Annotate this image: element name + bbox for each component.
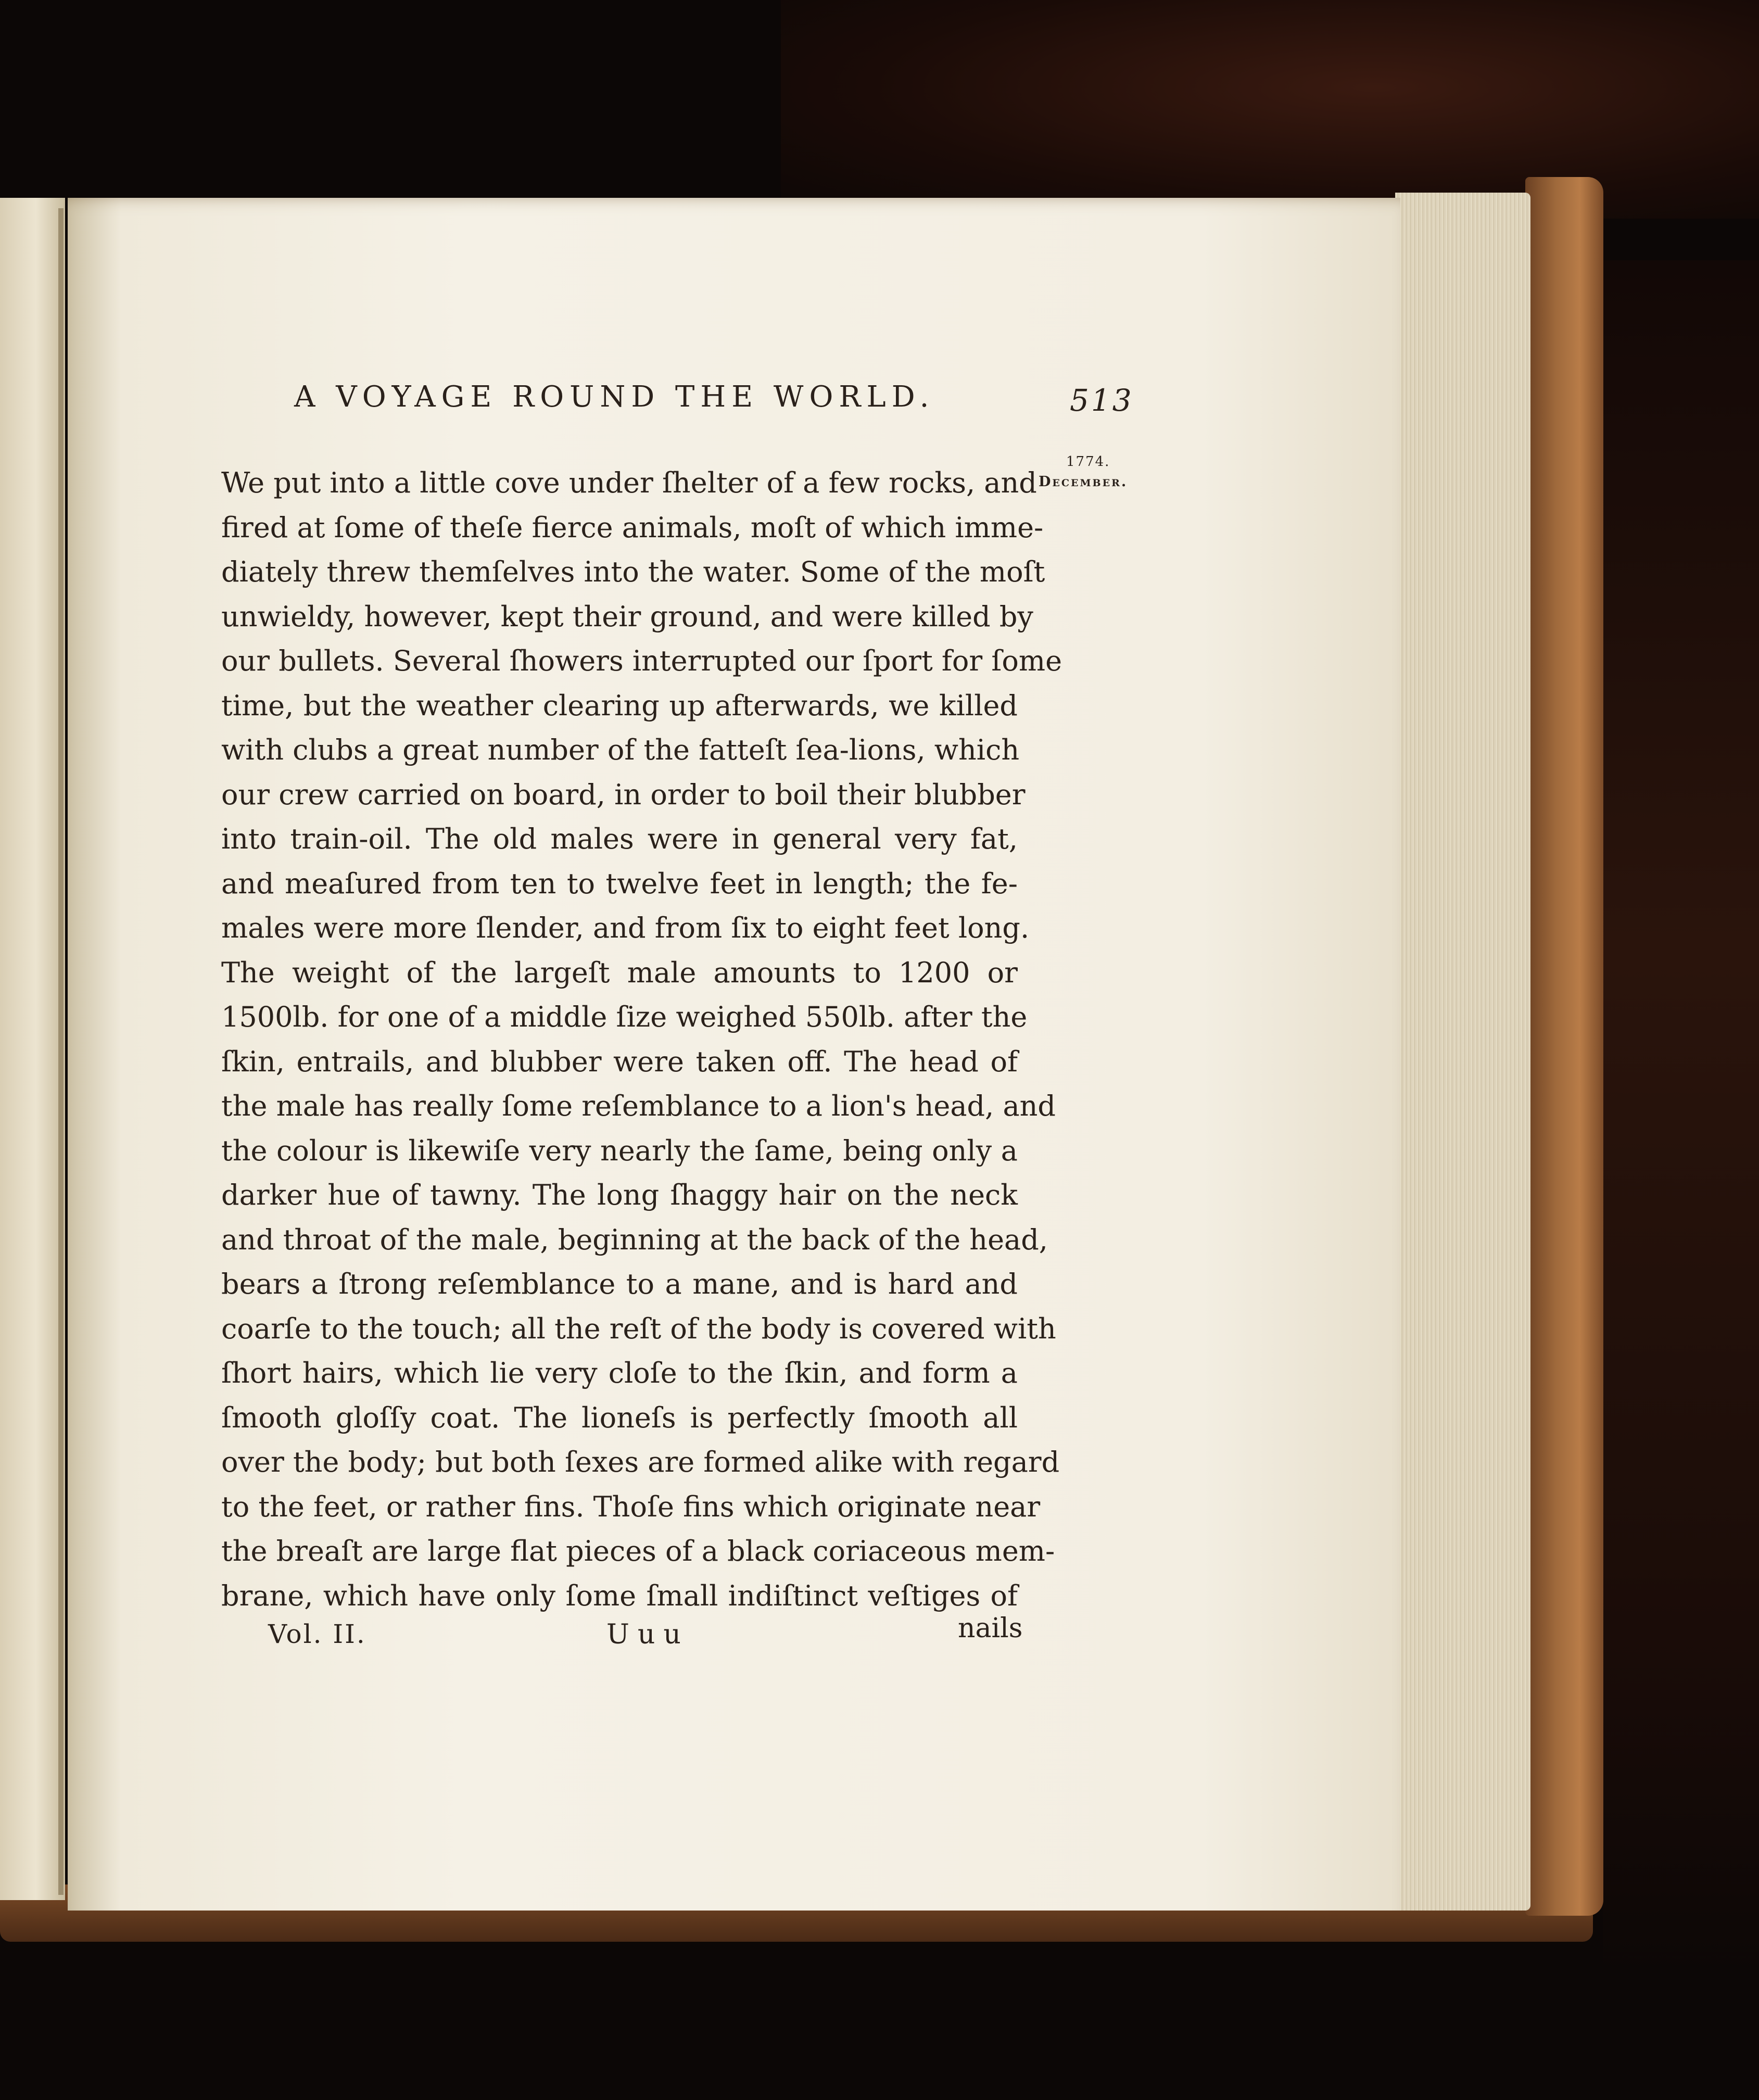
text-line: The weight of the largeſt male amounts to 1200 or xyxy=(221,956,1018,989)
text-line: coarſe to the touch; all the reſt of the body is covered with xyxy=(221,1312,1056,1345)
backdrop-right xyxy=(1603,260,1759,1978)
signature-mark: Uuu xyxy=(606,1619,689,1650)
text-line: brane, which have only ſome ſmall indiſtinct veſtiges of xyxy=(221,1579,1018,1612)
running-head: A VOYAGE ROUND THE WORLD. xyxy=(294,380,935,414)
text-line: diately threw themſelves into the water. Some of the moſt xyxy=(221,555,1045,588)
text-line: the colour is likewiſe very nearly the ſame, being only a xyxy=(221,1134,1018,1167)
text-line: unwieldy, however, kept their ground, and were killed by xyxy=(221,600,1033,633)
gutter-line xyxy=(58,208,64,1895)
text-line: ſmooth gloſſy coat. The lioneſs is perfectly ſmooth all xyxy=(221,1401,1018,1434)
text-line: We put into a little cove under ſhelter of a few rocks, and xyxy=(221,466,1037,499)
left-page-sliver xyxy=(0,198,65,1900)
text-line: our bullets. Several ſhowers interrupted our ſport for ſome xyxy=(221,644,1062,677)
catchword: nails xyxy=(958,1613,1023,1644)
text-line: bears a ſtrong reſemblance to a mane, and is hard and xyxy=(221,1268,1018,1300)
text-line: the breaſt are large flat pieces of a black coriaceous mem- xyxy=(221,1535,1055,1567)
book-cover-spine-edge xyxy=(1525,177,1603,1916)
margin-note-year: 1774. xyxy=(1066,454,1110,470)
text-line: time, but the weather clearing up afterwards, we killed xyxy=(221,689,1018,722)
text-line: ſhort hairs, which lie very cloſe to the ſkin, and form a xyxy=(221,1357,1018,1389)
text-line: and meaſured from ten to twelve feet in length; the fe- xyxy=(221,867,1018,900)
text-line: with clubs a great number of the fatteſt ſea-lions, which xyxy=(221,733,1020,766)
text-line: fired at ſome of theſe fierce animals, moſt of which imme- xyxy=(221,511,1044,544)
page-number: 513 xyxy=(1070,383,1134,418)
text-line: darker hue of tawny. The long ſhaggy hair on the neck xyxy=(221,1179,1018,1211)
margin-note-month: December. xyxy=(1039,474,1128,490)
text-line: our crew carried on board, in order to boil their blubber xyxy=(221,778,1026,811)
text-line: to the feet, or rather fins. Thoſe fins which originate near xyxy=(221,1490,1041,1523)
text-line: the male has really ſome reſemblance to a lion's head, and xyxy=(221,1090,1056,1122)
text-line: and throat of the male, beginning at the back of the head, xyxy=(221,1223,1048,1256)
text-line: ſkin, entrails, and blubber were taken off. The head of xyxy=(221,1045,1018,1078)
text-line: over the body; but both ſexes are formed alike with regard xyxy=(221,1446,1060,1478)
page-block-edge xyxy=(1395,193,1530,1911)
text-line: 1500lb. for one of a middle ſize weighed 550lb. after the xyxy=(221,1001,1028,1033)
text-line: males were more ſlender, and from ſix to eight feet long. xyxy=(221,912,1030,944)
volume-label: Vol. II. xyxy=(268,1619,366,1649)
text-line: into train-oil. The old males were in general very fat, xyxy=(221,823,1018,855)
body-text xyxy=(221,461,1062,1618)
backdrop-shadow xyxy=(781,0,1759,219)
